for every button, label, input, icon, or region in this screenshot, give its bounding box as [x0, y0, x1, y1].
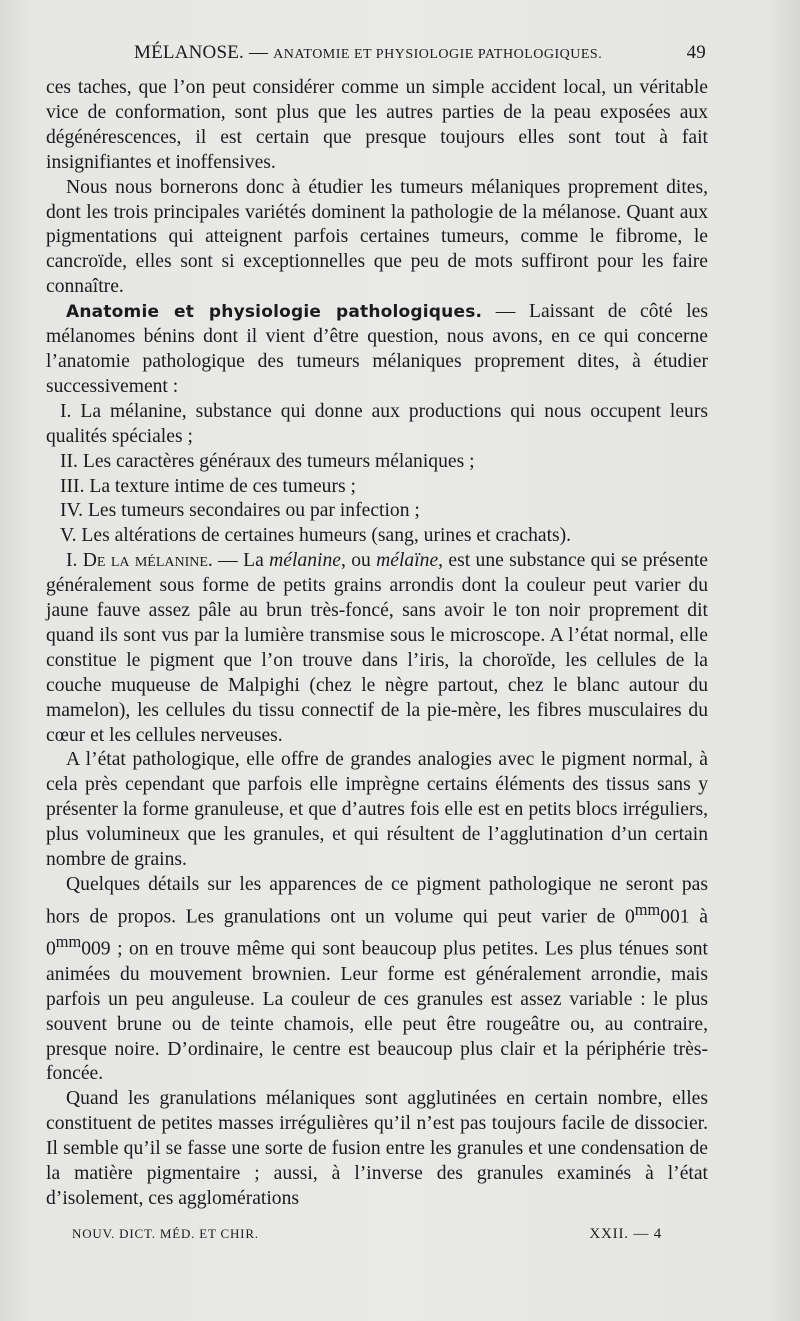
footer-signature: XXII. — 4	[589, 1226, 662, 1242]
page-footer	[72, 1226, 662, 1248]
running-header	[46, 42, 706, 70]
term-melanine: mélanine	[269, 550, 341, 572]
paragraph-4-part-b: , ou	[340, 550, 377, 572]
section-heading-anatomie: Anatomie et physiologie pathologiques.	[66, 302, 483, 323]
header-subtitle: ANATOMIE ET PHYSIOLOGIE PATHOLOGIQUES.	[273, 47, 603, 62]
paragraph-6-part-c: 009 ; on en trouve même qui sont beaucoup plus petites. Les plus ténues sont animées du mouvement brownien. Leur forme est généralement arrondie, mais parfois un peu anguleuse. La couleur de ces granules est assez variable : le plus souvent brune ou de teinte chamois, elle peut être rougeâtre ou, au contraire, presque noire. D’ordinaire, le centre est beaucoup plus clair et la périphérie très-foncée.	[46, 938, 708, 1085]
header-title: MÉLANOSE.	[134, 42, 244, 63]
paragraph-4-lead: I.	[66, 550, 83, 572]
header-dash: —	[248, 42, 269, 63]
paragraph-6-part-b: 001 à 0	[46, 906, 708, 960]
paragraph-7: Quand les granulations mélaniques sont agglutinées en certain nombre, elles constituent de petites masses irrégulières qu’il n’est pas toujours facile de dissocier. Il semble qu’il se fasse une sorte de fusion entre les granules et une condensation de la matière pigmentaire ; aussi, à l’inverse des granules examinés à l’état d’isolement, ces agglomérations	[46, 1088, 708, 1209]
paragraph-4	[46, 549, 708, 748]
page-number: 49	[686, 42, 706, 63]
paragraph-6	[46, 873, 708, 1087]
list-item-1: I. La mélanine, substance qui donne aux productions qui nous occupent leurs qualités spéciales ;	[46, 400, 708, 447]
paragraph-4-part-c: , est une substance qui se présente généralement sous forme de petits grains arrondis dont la couleur peut varier du jaune fauve assez pâle au brun très-foncé, sans avoir le ton noir proprement dit quand ils sont vus par la lumière transmise sous le microscope. A l’état normal, elle constitue le pigment que l’on trouve dans l’iris, la choroïde, les cellules de la couche muqueuse de Malpighi (chez le nègre partout, chez le blanc autour du mamelon), les cellules du tissu connectif de la pie-mère, les fibres musculaires du cœur et les cellules nerveuses.	[46, 550, 708, 746]
unit-mm-1: mm	[634, 899, 661, 919]
main-text	[46, 76, 708, 1212]
running-title	[134, 42, 602, 64]
footer-publication: NOUV. DICT. MÉD. ET CHIR.	[72, 1226, 259, 1241]
paragraph-3-text: — Laissant de côté les mélanomes bénins dont il vient d’être question, nous avons, en ce qui concerne l’anatomie pathologique des tumeurs mélaniques proprement dites, à étudier successivement :	[46, 301, 708, 397]
list-item-2: II. Les caractères généraux des tumeurs mélaniques ;	[60, 450, 475, 472]
list-item-3: III. La texture intime de ces tumeurs ;	[60, 475, 356, 497]
paragraph-3	[46, 300, 708, 400]
section-heading-melanine: De la mélanine.	[82, 550, 213, 572]
paragraph-1: ces taches, que l’on peut considérer comme un simple accident local, un véritable vice de conformation, sont plus que les autres parties de la peau exposées aux dégénérescences, il est certain que presque toujours elles sont tout à fait insignifiantes et inoffensives.	[46, 77, 708, 173]
paragraph-4-part-a: — La	[212, 550, 270, 572]
paragraph-6-part-a: Quelques détails sur les apparences de ce pigment pathologique ne seront pas hors de propos. Les granulations ont un volume qui peut varier de 0	[46, 874, 708, 928]
list-item-5: V. Les altérations de certaines humeurs (sang, urines et crachats).	[60, 525, 572, 547]
paragraph-2: Nous nous bornerons donc à étudier les tumeurs mélaniques proprement dites, dont les trois principales variétés dominent la pathologie de la mélanose. Quant aux pigmentations qui atteignent parfois certaines tumeurs, comme le fibrome, le cancroïde, elles sont si exceptionnelles que peu de mots suffiront pour les faire connaître.	[46, 176, 708, 298]
unit-mm-2: mm	[55, 932, 82, 952]
list-item-4: IV. Les tumeurs secondaires ou par infection ;	[60, 500, 420, 522]
term-melaine: mélaïne	[376, 550, 439, 572]
paragraph-5: A l’état pathologique, elle offre de grandes analogies avec le pigment normal, à cela près cependant que parfois elle imprègne certains éléments des tissus sans y présenter la forme granuleuse, et que d’autres fois elle est en petits blocs irréguliers, plus volumineux que les granules, et qui résultent de l’agglutination d’un certain nombre de grains.	[46, 749, 708, 871]
